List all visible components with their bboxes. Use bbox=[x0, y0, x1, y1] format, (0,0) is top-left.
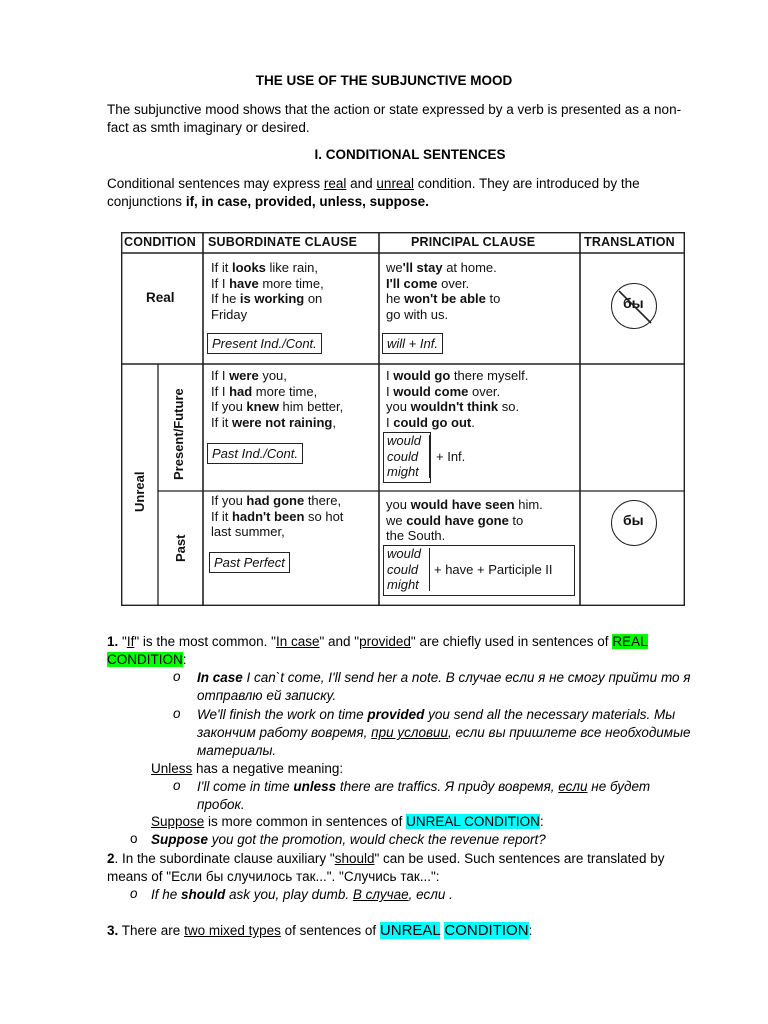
keyword-if: If bbox=[126, 634, 135, 649]
pf-plus-inf: + Inf. bbox=[436, 449, 466, 464]
header-translation: TRANSLATION bbox=[584, 235, 675, 249]
underlined-text: при условии bbox=[371, 725, 449, 740]
text-span: there, bbox=[304, 493, 342, 508]
intro-line-2: fact as smth imaginary or desired. bbox=[107, 120, 310, 135]
verb-form: looks bbox=[231, 260, 266, 275]
unreal-label: Unreal bbox=[132, 471, 147, 512]
example-provided-line-3: материалы. bbox=[197, 743, 277, 758]
keyword-should: should bbox=[334, 851, 375, 866]
verb-form: were bbox=[229, 368, 259, 383]
text-span: you bbox=[386, 497, 411, 512]
real-prin-line bbox=[386, 260, 497, 276]
real-prin-line bbox=[386, 276, 469, 292]
past-modal: might bbox=[387, 577, 419, 592]
text-span: There are bbox=[118, 923, 185, 938]
verb-form: would have seen bbox=[410, 497, 515, 512]
present-future-label: Present/Future bbox=[171, 388, 186, 480]
pf-modal: would bbox=[387, 433, 421, 448]
text-span: закончим работу вовремя, bbox=[197, 725, 372, 740]
keyword-in-case: In case bbox=[197, 670, 243, 685]
note-2-line-2: means of "Если бы случилось так...". "Случись так...": bbox=[107, 869, 440, 884]
text-span: If he bbox=[151, 887, 182, 902]
keyword-suppose: Suppose bbox=[151, 832, 209, 847]
text-span: I can`t come, I'll send her a note. В случае если я не смогу прийти то я bbox=[242, 670, 691, 685]
text-span: of sentences of bbox=[280, 923, 380, 938]
example-provided-line-2 bbox=[197, 724, 691, 742]
note-number: 1. bbox=[107, 634, 119, 649]
modal-bracket bbox=[429, 435, 430, 478]
pf-sub-tense-box: Past Ind./Cont. bbox=[207, 443, 303, 464]
note-number: 2 bbox=[107, 851, 115, 866]
verb-form: 'll stay bbox=[402, 260, 443, 275]
verb-form: could go out bbox=[393, 414, 472, 430]
text-span: him better, bbox=[278, 399, 344, 414]
text-span: over. bbox=[437, 275, 470, 291]
modal-bracket bbox=[429, 548, 430, 591]
bullet-marker: o bbox=[173, 706, 181, 721]
pf-prin-line bbox=[386, 415, 475, 431]
keyword-provided: provided bbox=[359, 634, 411, 649]
example-unless-line-2: пробок. bbox=[197, 797, 245, 812]
conditional-intro-line-2 bbox=[107, 193, 707, 211]
highlight-condition: CONDITION bbox=[107, 652, 183, 667]
past-sub-line bbox=[211, 493, 341, 509]
pf-sub-line bbox=[211, 415, 336, 431]
text-span: " are chiefly used in sentences of bbox=[410, 634, 613, 649]
highlight-unreal: UNREAL bbox=[379, 922, 441, 939]
past-plus-have-participle: + have + Participle II bbox=[434, 562, 553, 577]
text-span: ask you, play dumb. bbox=[225, 887, 353, 902]
pf-modal: might bbox=[387, 464, 419, 479]
example-in-case-line-1 bbox=[197, 669, 691, 687]
pf-prin-line bbox=[386, 399, 519, 415]
text-span: to bbox=[508, 512, 524, 528]
example-in-case-line-2: отправлю ей записку. bbox=[197, 688, 337, 703]
highlight-unreal-condition: UNREAL CONDITION bbox=[406, 814, 540, 829]
text-span: we bbox=[386, 512, 407, 528]
text-span: you send all the necessary materials. Мы bbox=[424, 707, 676, 722]
text-span: " is the most common. " bbox=[134, 634, 276, 649]
verb-form: could have gone bbox=[406, 512, 509, 528]
text-span: I bbox=[386, 414, 394, 430]
past-prin-line: the South. bbox=[386, 528, 446, 543]
real-label: Real bbox=[146, 290, 175, 305]
text-span: " can be used. Such sentences are translated by bbox=[374, 851, 665, 866]
header-subordinate-clause: SUBORDINATE CLAUSE bbox=[208, 235, 358, 249]
pf-sub-line bbox=[211, 399, 343, 415]
text-span: and bbox=[346, 176, 377, 191]
page-title: THE USE OF THE SUBJUNCTIVE MOOD bbox=[255, 73, 513, 88]
text-span: , если вы пришлете все необходимые bbox=[448, 725, 691, 740]
text-span: over. bbox=[468, 383, 501, 399]
example-provided-line-1 bbox=[197, 706, 675, 724]
pf-modal: could bbox=[387, 448, 419, 464]
text-span: we bbox=[386, 260, 403, 275]
header-condition: CONDITION bbox=[124, 235, 196, 249]
conditional-table bbox=[121, 232, 685, 606]
text-span: : bbox=[182, 652, 187, 667]
text-span: you, bbox=[258, 368, 287, 383]
real-sub-line bbox=[211, 291, 322, 307]
text-span: If it bbox=[211, 260, 232, 275]
text-span: him. bbox=[514, 497, 543, 512]
text-span: on bbox=[304, 291, 323, 306]
text-span: has a negative meaning: bbox=[192, 761, 344, 776]
real-prin-line bbox=[386, 291, 500, 307]
bullet-marker: o bbox=[130, 831, 138, 846]
verb-form: would come bbox=[393, 383, 469, 399]
verb-form: I'll come bbox=[386, 275, 438, 291]
past-prin-line bbox=[386, 497, 543, 513]
note-1-line-1 bbox=[107, 633, 648, 651]
verb-form: had gone bbox=[246, 493, 305, 508]
text-span: condition. They are introduced by the bbox=[413, 176, 640, 191]
note-1-line-2 bbox=[107, 651, 187, 669]
text-span: you got the promotion, would check the revenue report? bbox=[208, 832, 546, 847]
verb-form: had bbox=[229, 383, 253, 399]
text-span: I bbox=[386, 383, 394, 399]
text-span: If you bbox=[211, 399, 247, 414]
real-prin-tense-box: will + Inf. bbox=[382, 333, 443, 354]
conditional-intro bbox=[107, 175, 707, 211]
text-span: If it bbox=[211, 414, 232, 430]
keyword-provided: provided bbox=[367, 707, 425, 722]
underlined-text: two mixed types bbox=[184, 923, 281, 938]
unless-note bbox=[151, 760, 343, 778]
example-should bbox=[151, 886, 453, 904]
example-unless-line-1 bbox=[197, 778, 650, 796]
text-span: he bbox=[386, 291, 405, 306]
pf-sub-line bbox=[211, 368, 287, 384]
text-span: more time, bbox=[252, 383, 318, 399]
verb-form: hadn't been bbox=[231, 508, 305, 524]
keyword-should: should bbox=[181, 887, 226, 902]
text-span: conjunctions bbox=[107, 194, 186, 209]
real-sub-tense-box: Present Ind./Cont. bbox=[207, 333, 322, 354]
text-span: you bbox=[386, 399, 411, 414]
conditional-intro-line-1 bbox=[107, 175, 707, 193]
text-span: If I bbox=[211, 275, 230, 291]
pf-prin-line bbox=[386, 368, 528, 384]
text-span: " bbox=[118, 634, 127, 649]
real-sub-line bbox=[211, 276, 324, 292]
text-span: . In the subordinate clause auxiliary " bbox=[114, 851, 335, 866]
keyword-unless: Unless bbox=[151, 761, 193, 776]
pf-sub-line bbox=[211, 384, 317, 400]
text-span: at home. bbox=[442, 260, 497, 275]
text-span: there are traffics. Я приду вовремя, bbox=[336, 779, 559, 794]
past-modal: could bbox=[387, 561, 419, 577]
verb-form: were not raining bbox=[231, 414, 333, 430]
text-span: to bbox=[485, 291, 501, 306]
past-modal: would bbox=[387, 546, 421, 561]
text-span: We'll finish the work on time bbox=[197, 707, 368, 722]
text-span: " and " bbox=[319, 634, 360, 649]
text-span: , если . bbox=[408, 887, 453, 902]
keyword-in-case: In case bbox=[275, 634, 320, 649]
underlined-text: В случае bbox=[352, 887, 409, 902]
real-translation-particle: бы bbox=[623, 295, 644, 311]
unreal-word: unreal bbox=[376, 176, 414, 191]
verb-form: have bbox=[229, 275, 259, 291]
header-principal-clause: PRINCIPAL CLAUSE bbox=[411, 235, 536, 249]
past-label: Past bbox=[173, 534, 188, 562]
text-span: is more common in sentences of bbox=[204, 814, 407, 829]
conjunctions-list: if, in case, provided, unless, suppose. bbox=[185, 194, 429, 209]
cross-out-mark bbox=[611, 283, 659, 331]
text-span: If you bbox=[211, 493, 247, 508]
bullet-marker: o bbox=[130, 886, 138, 901]
underlined-text: если bbox=[558, 779, 588, 794]
text-span: , bbox=[332, 414, 336, 430]
real-sub-line bbox=[211, 260, 318, 276]
text-span: . bbox=[471, 414, 475, 430]
text-span: If he bbox=[211, 291, 240, 306]
past-sub-line bbox=[211, 509, 343, 525]
text-span: I'll come in time bbox=[197, 779, 294, 794]
real-prin-line: go with us. bbox=[386, 306, 449, 322]
real-word: real bbox=[323, 176, 347, 191]
highlight-real: REAL bbox=[612, 634, 648, 649]
unreal-translation-particle: бы bbox=[623, 512, 644, 528]
verb-form: won't be able bbox=[404, 291, 486, 306]
suppose-note bbox=[151, 813, 544, 831]
verb-form: is working bbox=[239, 291, 305, 306]
text-span: so. bbox=[498, 399, 520, 414]
highlight-condition: CONDITION bbox=[444, 922, 529, 939]
verb-form: knew bbox=[246, 399, 279, 414]
past-sub-tense-box: Past Perfect bbox=[209, 552, 290, 573]
text-span: I bbox=[386, 368, 394, 383]
text-span: не будет bbox=[587, 779, 651, 794]
intro-line-1: The subjunctive mood shows that the action or state expressed by a verb is presented as a non- bbox=[107, 102, 682, 117]
text-span: so hot bbox=[304, 508, 344, 524]
real-sub-line: Friday bbox=[211, 306, 248, 322]
pf-prin-line bbox=[386, 384, 500, 400]
intro-paragraph bbox=[107, 101, 707, 137]
bullet-marker: o bbox=[173, 778, 181, 793]
text-span: more time, bbox=[258, 275, 324, 291]
verb-form: would go bbox=[393, 368, 451, 383]
past-sub-line: last summer, bbox=[211, 524, 285, 539]
text-span: like rain, bbox=[265, 260, 318, 275]
text-span: If I bbox=[211, 383, 230, 399]
section-title: I. CONDITIONAL SENTENCES bbox=[314, 147, 506, 162]
keyword-unless: unless bbox=[293, 779, 337, 794]
note-2-line-1 bbox=[107, 850, 664, 868]
text-span: there myself. bbox=[450, 368, 529, 383]
example-suppose bbox=[151, 831, 546, 849]
text-span: : bbox=[539, 814, 544, 829]
note-number: 3. bbox=[107, 923, 119, 938]
text-span: If it bbox=[211, 508, 232, 524]
text-span: : bbox=[528, 923, 533, 938]
keyword-suppose: Suppose bbox=[151, 814, 205, 829]
text-span: Conditional sentences may express bbox=[107, 176, 324, 191]
past-prin-line bbox=[386, 513, 523, 529]
bullet-marker: o bbox=[173, 669, 181, 684]
text-span: If I bbox=[211, 368, 230, 383]
note-3-line-1 bbox=[107, 922, 532, 940]
verb-form: wouldn't think bbox=[410, 399, 499, 414]
